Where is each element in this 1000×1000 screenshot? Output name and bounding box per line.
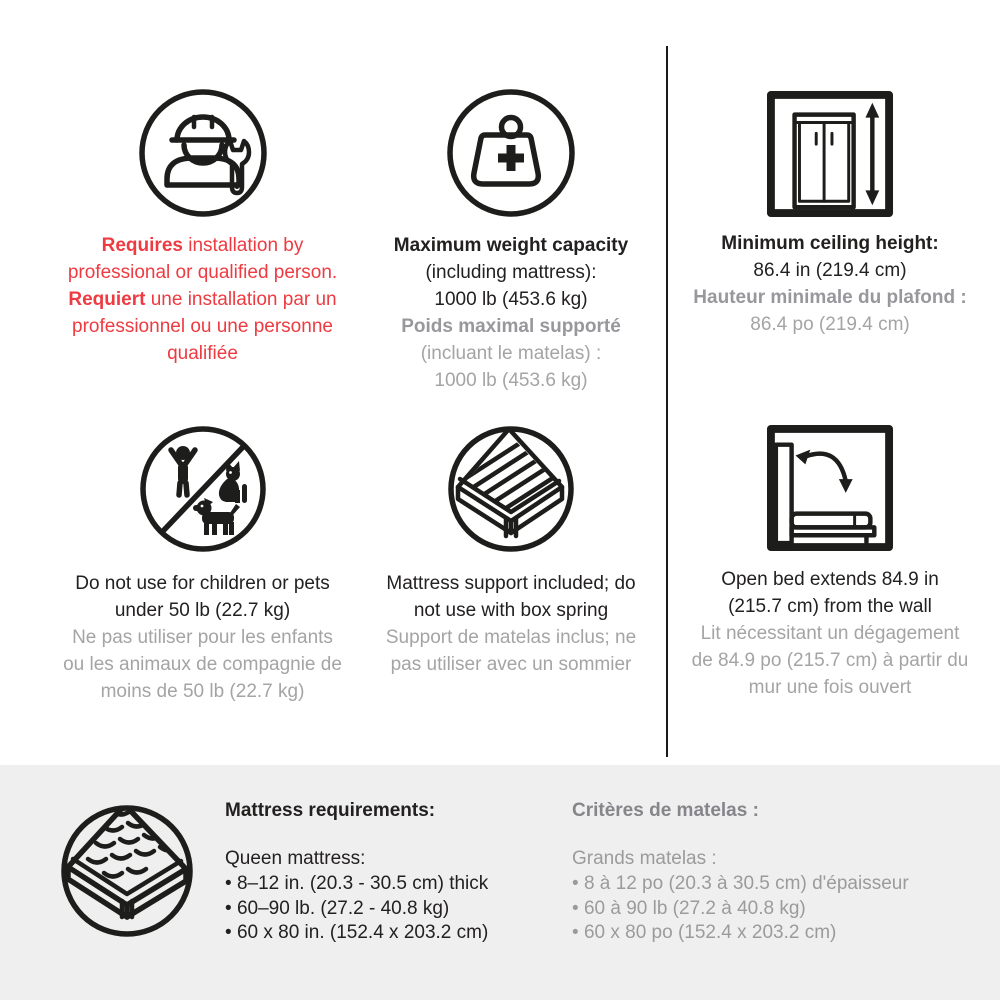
installer-wrench-icon bbox=[30, 88, 375, 218]
open-bed-icon bbox=[670, 424, 990, 552]
text-line: 1000 lb (453.6 kg) bbox=[434, 370, 588, 391]
text-line: (215.7 cm) from the wall bbox=[728, 596, 932, 617]
text-line: professionnel ou une personne bbox=[72, 316, 333, 337]
list-item: • 60–90 lb. (27.2 - 40.8 kg) bbox=[225, 897, 488, 922]
text-line: (incluant le matelas) : bbox=[420, 343, 602, 364]
text-line: Ne pas utiliser pour les enfants bbox=[72, 627, 333, 648]
section-no-children-pets bbox=[30, 424, 375, 705]
text-line: pas utiliser avec un sommier bbox=[390, 654, 632, 675]
text-line: Poids maximal supporté bbox=[401, 316, 621, 337]
mattress-requirements-panel bbox=[0, 765, 1000, 1000]
max-weight-text bbox=[355, 232, 667, 394]
mattress-icon bbox=[60, 801, 194, 946]
text-segment: Requiert bbox=[68, 289, 146, 310]
footer-en-title: Mattress requirements: bbox=[225, 800, 436, 821]
text-line: Maximum weight capacity bbox=[393, 235, 629, 256]
section-mattress-support bbox=[355, 424, 667, 678]
text-segment: Requires bbox=[101, 235, 183, 256]
text-line: Open bed extends 84.9 in bbox=[721, 569, 939, 590]
text-segment: une installation par un bbox=[145, 289, 337, 310]
installation-text bbox=[30, 232, 375, 367]
footer-en-list bbox=[225, 872, 488, 946]
list-item: • 60 à 90 lb (27.2 à 40.8 kg) bbox=[572, 897, 909, 922]
section-open-bed bbox=[670, 424, 990, 701]
text-line bbox=[30, 232, 375, 259]
text-line: 86.4 in (219.4 cm) bbox=[753, 260, 907, 281]
no-children-pets-icon bbox=[30, 424, 375, 554]
text-line: moins de 50 lb (22.7 kg) bbox=[100, 681, 305, 702]
text-segment: installation by bbox=[182, 235, 304, 256]
text-line: professional or qualified person. bbox=[67, 262, 338, 283]
footer-fr-title: Critères de matelas : bbox=[572, 800, 759, 821]
list-item: • 60 x 80 po (152.4 x 203.2 cm) bbox=[572, 921, 909, 946]
list-item: • 8–12 in. (20.3 - 30.5 cm) thick bbox=[225, 872, 488, 897]
text-line: qualifiée bbox=[167, 343, 238, 364]
text-line: Minimum ceiling height: bbox=[721, 233, 939, 254]
list-item: • 60 x 80 in. (152.4 x 203.2 cm) bbox=[225, 921, 488, 946]
text-line: 1000 lb (453.6 kg) bbox=[434, 289, 588, 310]
section-installation bbox=[30, 88, 375, 367]
list-item: • 8 à 12 po (20.3 à 30.5 cm) d'épaisseur bbox=[572, 872, 909, 897]
text-line: mur une fois ouvert bbox=[748, 677, 912, 698]
text-line: ou les animaux de compagnie de bbox=[63, 654, 342, 675]
text-line: under 50 lb (22.7 kg) bbox=[114, 600, 291, 621]
footer-fr-column bbox=[572, 798, 909, 946]
section-max-weight bbox=[355, 88, 667, 394]
ceiling-height-icon bbox=[670, 90, 990, 218]
text-line: (including mattress): bbox=[425, 262, 597, 283]
text-line: not use with box spring bbox=[413, 600, 609, 621]
slat-support-icon bbox=[355, 424, 667, 554]
text-line: Hauteur minimale du plafond : bbox=[693, 287, 967, 308]
open-bed-text bbox=[670, 566, 990, 701]
text-line: Do not use for children or pets bbox=[75, 573, 330, 594]
text-line: Mattress support included; do bbox=[386, 573, 636, 594]
text-line: Support de matelas inclus; ne bbox=[385, 627, 637, 648]
text-line bbox=[30, 286, 375, 313]
mattress-support-text bbox=[355, 570, 667, 678]
footer-en-subtitle: Queen mattress: bbox=[225, 848, 366, 869]
weight-capacity-icon bbox=[355, 88, 667, 218]
section-ceiling-height bbox=[670, 88, 990, 338]
no-children-pets-text bbox=[30, 570, 375, 705]
text-line: 86.4 po (219.4 cm) bbox=[750, 314, 910, 335]
text-line: de 84.9 po (215.7 cm) à partir du bbox=[691, 650, 969, 671]
ceiling-height-text bbox=[670, 230, 990, 338]
footer-en-column bbox=[225, 798, 488, 946]
text-line: Lit nécessitant un dégagement bbox=[700, 623, 960, 644]
footer-fr-subtitle: Grands matelas : bbox=[572, 848, 717, 869]
footer-fr-list bbox=[572, 872, 909, 946]
